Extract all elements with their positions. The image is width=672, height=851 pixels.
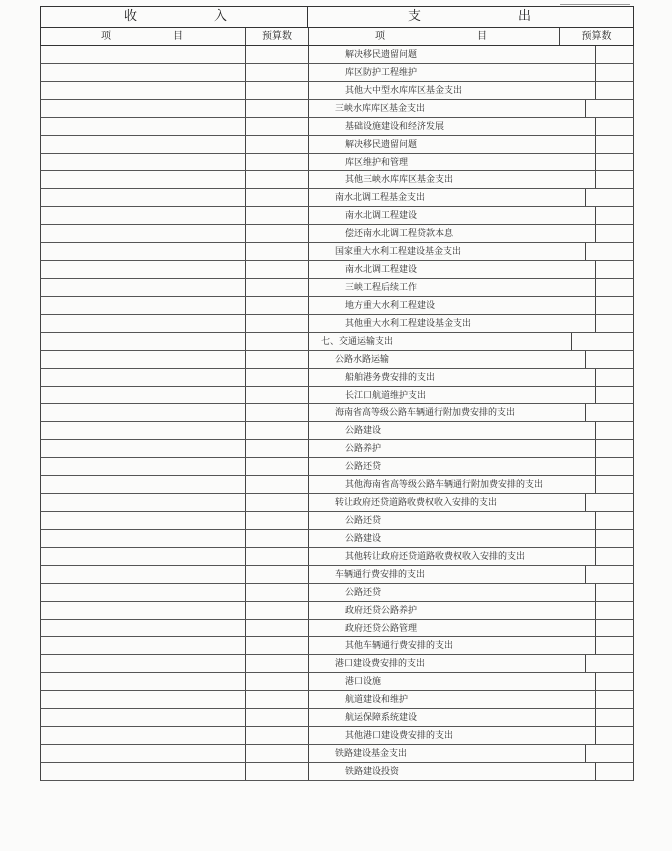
expense-budget-header: 预算数 (581, 31, 612, 42)
income-budget-cell (246, 225, 309, 242)
expense-budget-cell (596, 171, 633, 188)
income-budget-cell (246, 136, 309, 153)
table-row (40, 620, 634, 638)
expense-budget-cell (596, 458, 633, 475)
expense-item-cell: 其他重大水利工程建设基金支出 (309, 315, 596, 332)
expense-budget-cell (596, 673, 633, 690)
expense-item-cell: 三峡工程后续工作 (309, 279, 596, 296)
income-budget-cell (246, 118, 309, 135)
income-budget-cell (246, 440, 309, 457)
table-row (40, 387, 634, 405)
table-header-top (40, 6, 634, 28)
income-budget-cell (246, 82, 309, 99)
table-row (40, 566, 634, 584)
expense-item-cell: 公路建设 (309, 422, 596, 439)
income-budget-cell (246, 512, 309, 529)
income-item-cell (41, 404, 246, 421)
income-item-cell (41, 691, 246, 708)
income-budget-cell (246, 637, 309, 654)
income-budget-cell (246, 745, 309, 762)
expense-budget-cell (596, 82, 633, 99)
expense-item-cell: 公路水路运输 (309, 351, 586, 368)
income-item-char-2: 目 (173, 31, 183, 42)
table-row (40, 207, 634, 225)
expense-budget-cell (596, 207, 633, 224)
expense-item-cell: 政府还贷公路养护 (309, 602, 596, 619)
income-item-cell (41, 189, 246, 206)
table-row (40, 548, 634, 566)
expense-budget-cell (586, 745, 633, 762)
table-row (40, 333, 634, 351)
expense-item-char-1: 项 (375, 31, 385, 42)
income-item-cell (41, 279, 246, 296)
income-budget-cell (246, 315, 309, 332)
table-row (40, 369, 634, 387)
expense-item-cell: 其他大中型水库库区基金支出 (309, 82, 596, 99)
expense-budget-cell (596, 64, 633, 81)
income-header (41, 7, 308, 27)
table-row (40, 440, 634, 458)
table-row (40, 243, 634, 261)
table-row (40, 584, 634, 602)
income-item-cell (41, 458, 246, 475)
expense-item-cell: 南水北调工程建设 (309, 207, 596, 224)
table-row (40, 82, 634, 100)
table-row (40, 727, 634, 745)
income-budget-cell (246, 207, 309, 224)
income-budget-cell (246, 387, 309, 404)
expense-item-cell: 港口设施 (309, 673, 596, 690)
income-budget-cell (246, 620, 309, 637)
expense-budget-cell (596, 136, 633, 153)
expense-item-cell: 船舶港务费安排的支出 (309, 369, 596, 386)
expense-budget-cell (596, 548, 633, 565)
income-item-cell (41, 566, 246, 583)
expense-item-cell: 其他转让政府还贷道路收费权收入安排的支出 (309, 548, 596, 565)
income-budget-cell (246, 100, 309, 117)
income-item-cell (41, 297, 246, 314)
expense-budget-cell (596, 261, 633, 278)
table-row (40, 351, 634, 369)
expense-item-cell: 七、交通运输支出 (309, 333, 572, 350)
table-row (40, 118, 634, 136)
expense-item-header (309, 28, 560, 45)
expense-item-cell: 公路养护 (309, 440, 596, 457)
income-item-cell (41, 118, 246, 135)
table-row (40, 297, 634, 315)
expense-budget-cell (596, 118, 633, 135)
income-budget-cell (246, 297, 309, 314)
income-title-char-1: 收 (124, 9, 138, 24)
expense-budget-cell (596, 620, 633, 637)
income-item-cell (41, 136, 246, 153)
table-row (40, 530, 634, 548)
expense-item-cell: 公路还贷 (309, 458, 596, 475)
table-row (40, 64, 634, 82)
table-row (40, 46, 634, 64)
expense-budget-cell (572, 333, 633, 350)
income-item-cell (41, 727, 246, 744)
expense-item-cell: 其他三峡水库库区基金支出 (309, 171, 596, 188)
income-budget-cell (246, 279, 309, 296)
expense-item-cell: 三峡水库库区基金支出 (309, 100, 586, 117)
expense-item-cell: 长江口航道维护支出 (309, 387, 596, 404)
expense-budget-cell (596, 46, 633, 63)
expense-budget-cell (586, 189, 633, 206)
expense-item-cell: 基础设施建设和经济发展 (309, 118, 596, 135)
expense-item-cell: 南水北调工程建设 (309, 261, 596, 278)
expense-budget-cell (596, 369, 633, 386)
income-title-char-2: 入 (214, 9, 228, 24)
income-budget-cell (246, 369, 309, 386)
income-item-cell (41, 387, 246, 404)
income-budget-cell (246, 691, 309, 708)
income-item-cell (41, 655, 246, 672)
expense-item-cell: 其他海南省高等级公路车辆通行附加费安排的支出 (309, 476, 596, 493)
expense-item-cell: 航道建设和维护 (309, 691, 596, 708)
table-row (40, 691, 634, 709)
expense-budget-cell (596, 387, 633, 404)
income-item-cell (41, 225, 246, 242)
table-row (40, 189, 634, 207)
top-edge-mark (560, 0, 630, 5)
income-item-cell (41, 673, 246, 690)
expense-budget-cell (596, 279, 633, 296)
table-row (40, 763, 634, 781)
table-row (40, 709, 634, 727)
income-budget-cell (246, 351, 309, 368)
income-budget-cell (246, 46, 309, 63)
table-row (40, 745, 634, 763)
income-item-cell (41, 100, 246, 117)
expense-budget-cell (586, 494, 633, 511)
table-row (40, 602, 634, 620)
expense-item-cell: 其他车辆通行费安排的支出 (309, 637, 596, 654)
table-row (40, 315, 634, 333)
expense-budget-cell (596, 637, 633, 654)
expense-budget-cell (596, 602, 633, 619)
expense-budget-cell (596, 584, 633, 601)
expense-budget-cell (596, 440, 633, 457)
income-item-cell (41, 46, 246, 63)
income-budget-header: 预算数 (246, 28, 309, 45)
income-budget-cell (246, 154, 309, 171)
expense-budget-cell (596, 763, 633, 780)
expense-header (308, 7, 633, 27)
expense-item-cell: 国家重大水利工程建设基金支出 (309, 243, 586, 260)
income-item-cell (41, 243, 246, 260)
table-row (40, 225, 634, 243)
expense-item-cell: 库区维护和管理 (309, 154, 596, 171)
income-budget-cell (246, 530, 309, 547)
income-item-cell (41, 620, 246, 637)
expense-item-char-2: 目 (477, 31, 487, 42)
income-item-cell (41, 530, 246, 547)
income-budget-cell (246, 458, 309, 475)
income-item-cell (41, 745, 246, 762)
expense-budget-cell (586, 100, 633, 117)
income-item-cell (41, 602, 246, 619)
expense-budget-cell (596, 512, 633, 529)
table-row (40, 136, 634, 154)
table-row (40, 476, 634, 494)
budget-table (40, 6, 634, 781)
expense-item-cell: 其他港口建设费安排的支出 (309, 727, 596, 744)
table-row (40, 512, 634, 530)
expense-budget-cell (596, 297, 633, 314)
income-budget-cell (246, 727, 309, 744)
expense-item-cell: 公路还贷 (309, 512, 596, 529)
expense-budget-cell (596, 727, 633, 744)
expense-item-cell: 转让政府还贷道路收费权收入安排的支出 (309, 494, 586, 511)
table-row (40, 655, 634, 673)
expense-item-cell: 公路建设 (309, 530, 596, 547)
income-budget-cell (246, 261, 309, 278)
expense-budget-cell (596, 315, 633, 332)
table-row (40, 279, 634, 297)
income-item-cell (41, 494, 246, 511)
expense-budget-cell (586, 243, 633, 260)
income-item-cell (41, 763, 246, 780)
expense-item-cell: 库区防护工程维护 (309, 64, 596, 81)
expense-budget-cell (596, 154, 633, 171)
expense-item-cell: 铁路建设投资 (309, 763, 596, 780)
expense-item-cell: 地方重大水利工程建设 (309, 297, 596, 314)
income-item-cell (41, 261, 246, 278)
income-budget-cell (246, 171, 309, 188)
income-budget-cell (246, 709, 309, 726)
income-item-cell (41, 207, 246, 224)
expense-budget-cell (596, 422, 633, 439)
income-item-cell (41, 82, 246, 99)
expense-budget-cell (596, 476, 633, 493)
income-item-cell (41, 154, 246, 171)
table-row (40, 422, 634, 440)
income-item-cell (41, 476, 246, 493)
table-row (40, 637, 634, 655)
income-item-cell (41, 422, 246, 439)
income-budget-cell (246, 243, 309, 260)
expense-item-cell: 公路还贷 (309, 584, 596, 601)
expense-item-cell: 政府还贷公路管理 (309, 620, 596, 637)
income-budget-cell (246, 64, 309, 81)
expense-item-cell: 港口建设费安排的支出 (309, 655, 586, 672)
table-row (40, 100, 634, 118)
income-item-cell (41, 709, 246, 726)
income-item-cell (41, 369, 246, 386)
expense-budget-cell (586, 404, 633, 421)
expense-item-cell: 海南省高等级公路车辆通行附加费安排的支出 (309, 404, 586, 421)
expense-item-cell: 偿还南水北调工程贷款本息 (309, 225, 596, 242)
table-header-columns (40, 28, 634, 46)
income-item-cell (41, 333, 246, 350)
expense-title-char-2: 出 (518, 9, 532, 24)
income-item-cell (41, 637, 246, 654)
expense-budget-cell (586, 351, 633, 368)
income-item-cell (41, 548, 246, 565)
income-budget-cell (246, 763, 309, 780)
expense-budget-cell (596, 709, 633, 726)
expense-budget-cell (596, 691, 633, 708)
table-row (40, 154, 634, 172)
income-budget-cell (246, 494, 309, 511)
income-item-cell (41, 351, 246, 368)
income-budget-cell (246, 673, 309, 690)
income-item-cell (41, 512, 246, 529)
table-row (40, 261, 634, 279)
income-budget-cell (246, 584, 309, 601)
expense-item-cell: 解决移民遗留问题 (309, 46, 596, 63)
income-budget-cell (246, 566, 309, 583)
income-budget-cell (246, 422, 309, 439)
expense-item-cell: 铁路建设基金支出 (309, 745, 586, 762)
income-budget-cell (246, 602, 309, 619)
income-item-cell (41, 440, 246, 457)
table-row (40, 404, 634, 422)
expense-item-cell: 车辆通行费安排的支出 (309, 566, 586, 583)
table-body (40, 46, 634, 781)
income-item-header (41, 28, 246, 45)
table-row (40, 494, 634, 512)
income-budget-cell (246, 333, 309, 350)
expense-item-cell: 南水北调工程基金支出 (309, 189, 586, 206)
expense-item-cell: 解决移民遗留问题 (309, 136, 596, 153)
income-item-char-1: 项 (101, 31, 111, 42)
table-row (40, 458, 634, 476)
income-budget-cell (246, 404, 309, 421)
expense-budget-cell (596, 530, 633, 547)
table-row (40, 673, 634, 691)
expense-title-char-1: 支 (408, 9, 422, 24)
income-budget-cell (246, 189, 309, 206)
income-item-cell (41, 64, 246, 81)
income-budget-cell (246, 476, 309, 493)
income-budget-cell (246, 548, 309, 565)
expense-budget-cell (586, 566, 633, 583)
income-item-cell (41, 315, 246, 332)
expense-budget-cell (586, 655, 633, 672)
income-budget-cell (246, 655, 309, 672)
income-item-cell (41, 171, 246, 188)
expense-item-cell: 航运保障系统建设 (309, 709, 596, 726)
income-item-cell (41, 584, 246, 601)
table-row (40, 171, 634, 189)
expense-budget-cell (596, 225, 633, 242)
